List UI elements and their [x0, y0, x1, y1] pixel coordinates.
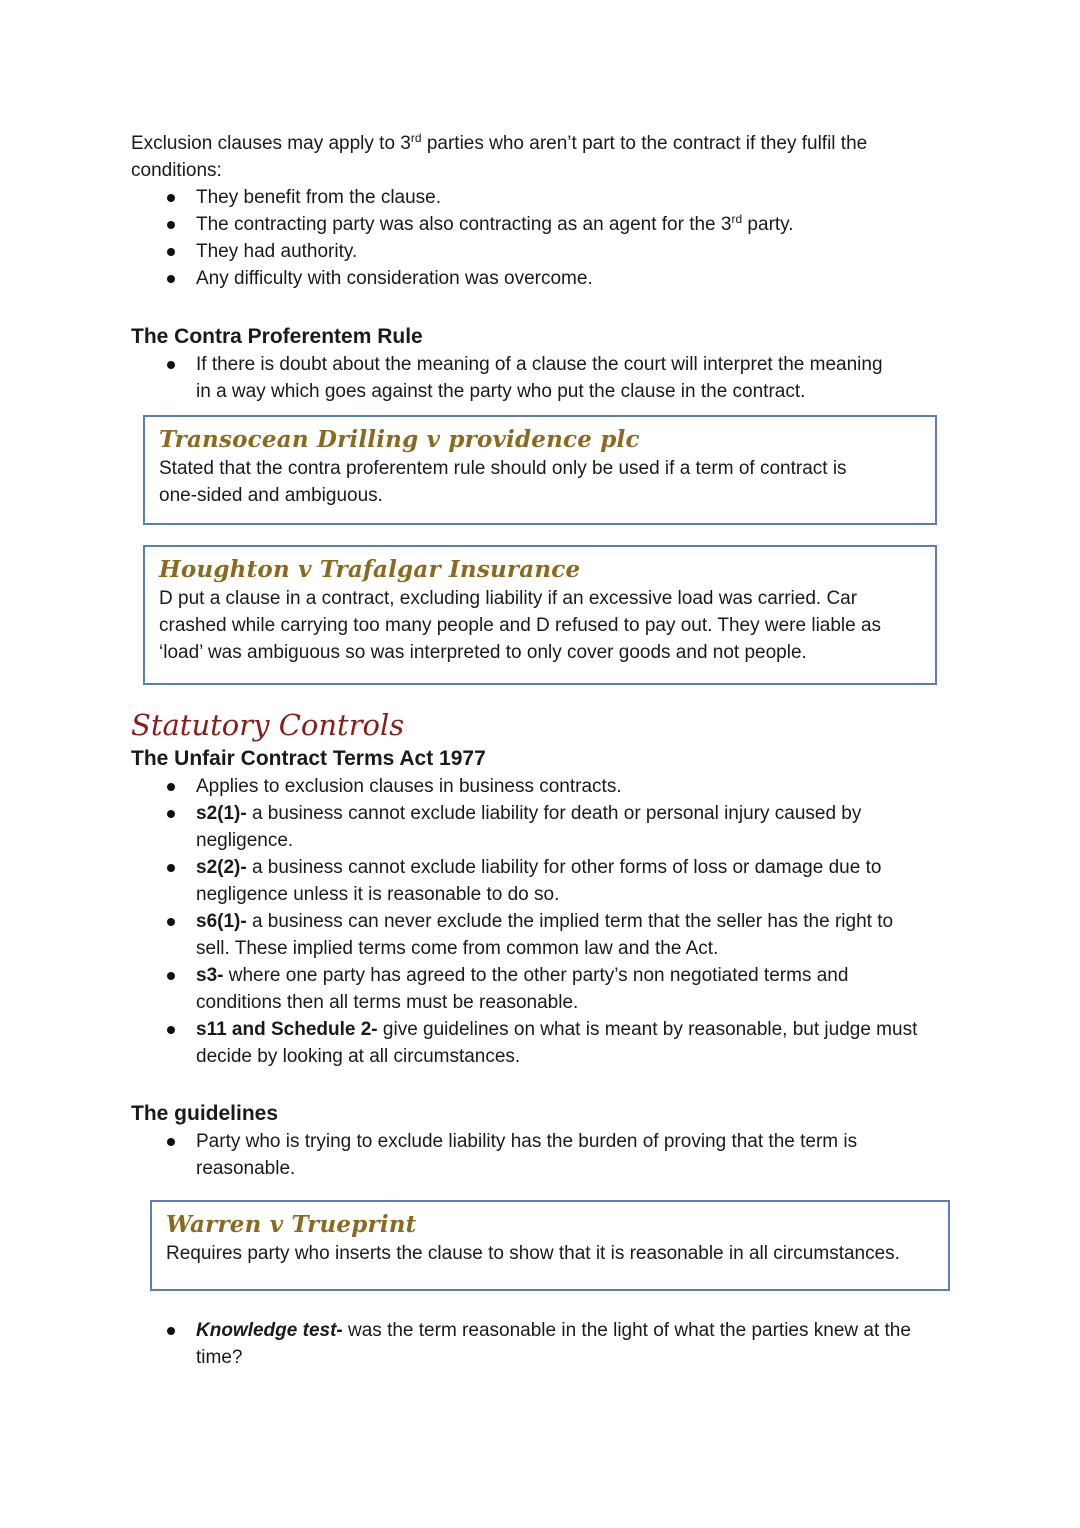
intro-text: parties who aren’t part to the contract if they fulfil the — [421, 133, 868, 154]
bullet-icon — [167, 783, 175, 791]
bullet-icon — [167, 248, 175, 256]
case-box-transocean — [143, 415, 937, 525]
case-body: Requires party who inserts the clause to show that it is reasonable in all circumstances. — [166, 1243, 900, 1264]
bullet-icon — [167, 361, 175, 369]
bullet-icon — [167, 972, 175, 980]
list-item: s2(2)- a business cannot exclude liability for other forms of loss or damage due to negligence unless it is reasonable to do so. — [167, 854, 961, 908]
case-box-houghton — [143, 545, 937, 685]
list-item: Any difficulty with consideration was overcome. — [167, 265, 961, 292]
list-item: s2(1)- a business cannot exclude liability for death or personal injury caused by negligence. — [167, 800, 961, 854]
list-item: The contracting party was also contracting as an agent for the 3rd party. — [167, 211, 961, 238]
intro-paragraph — [131, 130, 961, 184]
list-item: Party who is trying to exclude liability has the burden of proving that the term is reasonable. — [167, 1128, 961, 1182]
list-item: s3- where one party has agreed to the other party’s non negotiated terms and conditions then all terms must be reasonable. — [167, 962, 961, 1016]
superscript: rd — [410, 131, 422, 145]
list-item: They had authority. — [167, 238, 961, 265]
bullet-icon — [167, 1138, 175, 1146]
case-box-warren — [150, 1200, 950, 1291]
bullet-icon — [167, 864, 175, 872]
list-item: If there is doubt about the meaning of a clause the court will interpret the meaning in a way which goes against the party who put the clause in the contract. — [167, 351, 961, 405]
document-page — [131, 130, 961, 1371]
bullet-icon — [167, 1026, 175, 1034]
case-title: Warren v Trueprint — [166, 1211, 417, 1238]
list-item: They benefit from the clause. — [167, 184, 961, 211]
section-title: Statutory Controls — [131, 708, 405, 742]
intro-text: conditions: — [131, 160, 222, 181]
conditions-list — [131, 184, 961, 292]
guidelines-list — [131, 1128, 961, 1182]
bullet-icon — [167, 194, 175, 202]
contra-list — [131, 351, 961, 405]
list-item: s6(1)- a business can never exclude the implied term that the seller has the right to sell. These implied terms come from common law and the Act. — [167, 908, 961, 962]
case-title: Houghton v Trafalgar Insurance — [159, 556, 581, 583]
bullet-icon — [167, 221, 175, 229]
list-item: Knowledge test- was the term reasonable in the light of what the parties knew at the time? — [167, 1317, 961, 1371]
bullet-icon — [167, 1327, 175, 1335]
knowledge-list — [131, 1317, 961, 1371]
bullet-icon — [167, 918, 175, 926]
case-body: Stated that the contra proferentem rule should only be used if a term of contract is one-sided and ambiguous. — [159, 458, 847, 506]
case-title: Transocean Drilling v providence plc — [159, 426, 640, 453]
contra-heading: The Contra Proferentem Rule — [131, 325, 423, 348]
bullet-icon — [167, 275, 175, 283]
bullet-icon — [167, 810, 175, 818]
ucta-list — [131, 773, 961, 1070]
list-item: s11 and Schedule 2- give guidelines on what is meant by reasonable, but judge must decide by looking at all circumstances. — [167, 1016, 961, 1070]
list-item: Applies to exclusion clauses in business contracts. — [167, 773, 961, 800]
intro-text: Exclusion clauses may apply to 3 — [131, 133, 411, 154]
case-body: D put a clause in a contract, excluding liability if an excessive load was carried. Car crashed while carrying too many people and D refused to pay out. They were liable as ‘load’ was ambiguous so was interpreted to only cover goods and not people. — [159, 588, 882, 663]
ucta-heading: The Unfair Contract Terms Act 1977 — [131, 747, 486, 770]
guidelines-heading: The guidelines — [131, 1102, 279, 1125]
